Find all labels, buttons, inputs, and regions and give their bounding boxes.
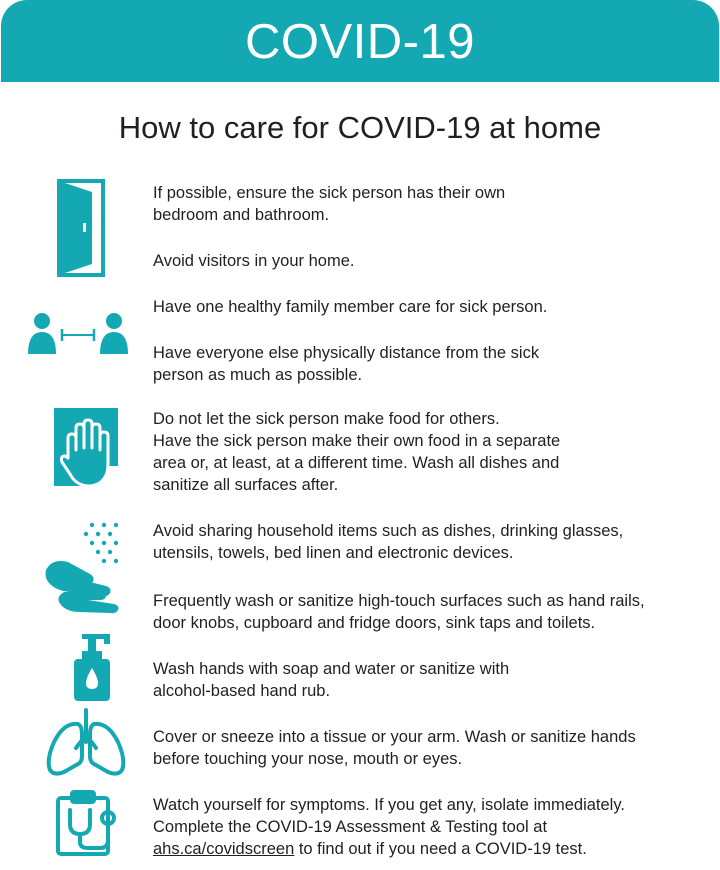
paragraph-cover-sneeze: Cover or sneeze into a tissue or your arm. Wash or sanitize hands before touching your nose, mouth or eyes. xyxy=(153,728,636,768)
stethoscope-clipboard-icon xyxy=(52,788,122,858)
paragraph-own-room: If possible, ensure the sick person has their own bedroom and bathroom. xyxy=(153,184,506,224)
hand-stop-icon xyxy=(52,406,122,490)
door-icon xyxy=(56,178,106,278)
paragraph-physical-distance: Have everyone else physically distance from the sick person as much as possible. xyxy=(153,344,540,384)
paragraph-wash-hands: Wash hands with soap and water or sanitize with alcohol-based hand rub. xyxy=(153,660,510,700)
distance-icon xyxy=(26,312,130,356)
covidscreen-link[interactable]: ahs.ca/covidscreen xyxy=(153,840,295,858)
paragraph-food-prep: Do not let the sick person make food for others. Have the sick person make their own food in a separate area or, at least, at a different time. Wash all dishes and sanitize all surfaces after. xyxy=(153,410,561,494)
paragraph-avoid-visitors: Avoid visitors in your home. xyxy=(153,252,355,270)
symptoms-text: Watch yourself for symptoms. If you get any, isolate immediately. Complete the COVID-19 Assessment & Testing tool at xyxy=(153,796,625,836)
lungs-icon xyxy=(44,708,128,778)
soap-dispenser-icon xyxy=(70,632,114,702)
paragraph-one-caregiver: Have one healthy family member care for sick person. xyxy=(153,298,548,316)
header-banner xyxy=(1,0,719,82)
paragraph-watch-symptoms xyxy=(153,794,713,860)
symptoms-text-end: to find out if you need a COVID-19 test. xyxy=(294,840,587,858)
paragraph-avoid-sharing: Avoid sharing household items such as dishes, drinking glasses, utensils, towels, bed linen and electronic devices. xyxy=(153,522,624,562)
handwash-icon xyxy=(44,520,128,616)
banner-title: COVID-19 xyxy=(244,15,475,69)
paragraph-sanitize-surfaces: Frequently wash or sanitize high-touch surfaces such as hand rails, door knobs, cupboard and fridge doors, sink taps and toilets. xyxy=(153,592,645,632)
page-title: How to care for COVID-19 at home xyxy=(118,110,602,145)
